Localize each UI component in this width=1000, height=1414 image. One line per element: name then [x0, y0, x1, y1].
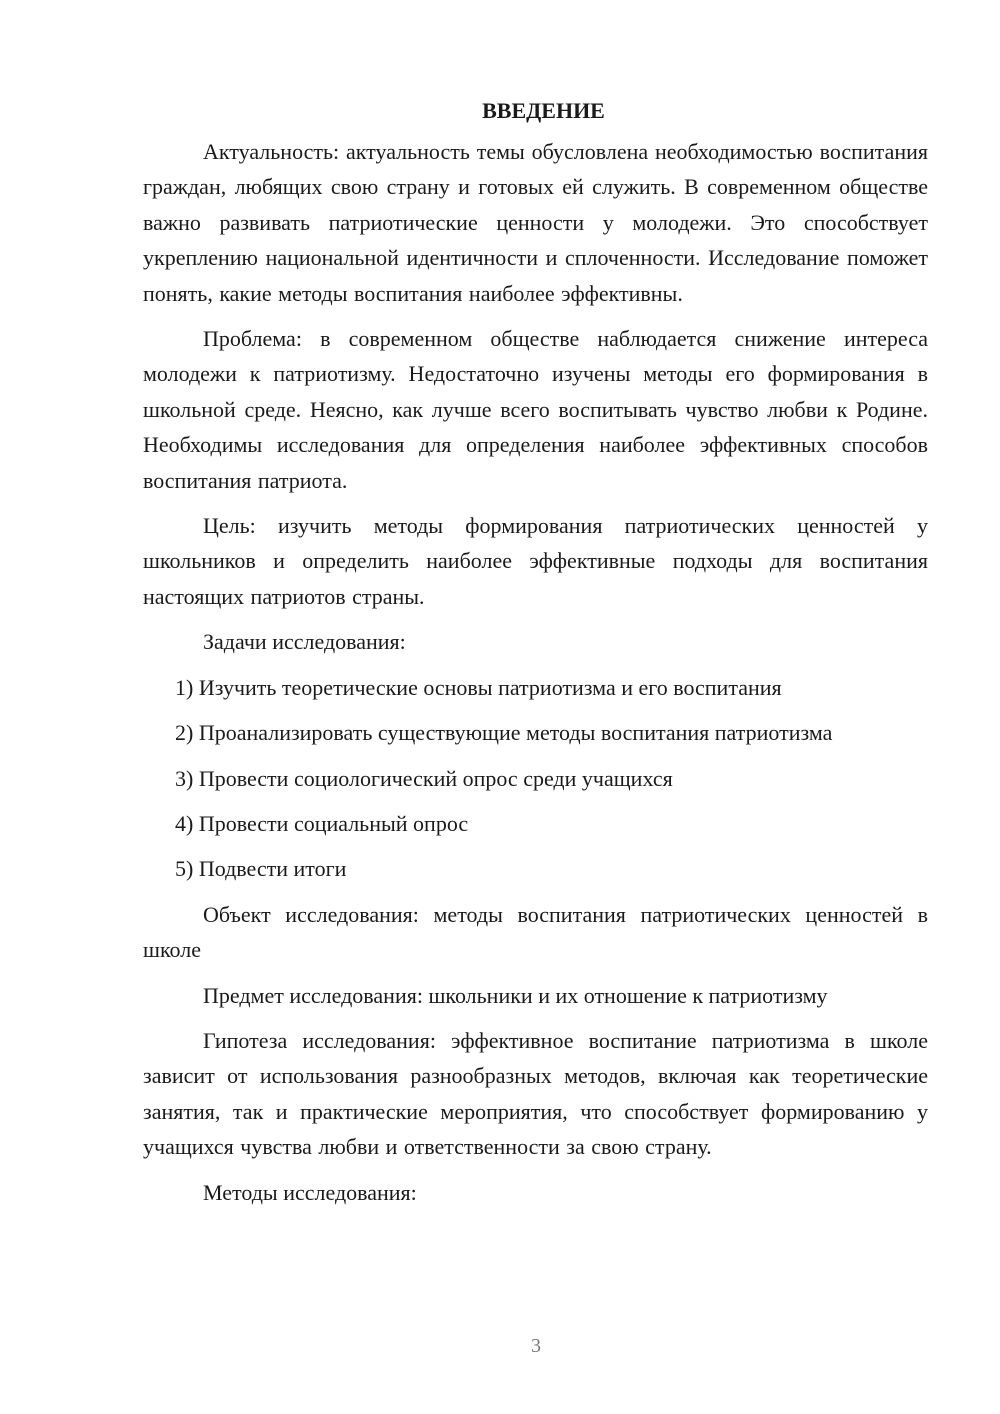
task-item-5: 5) Подвести итоги — [175, 856, 347, 882]
hypothesis-paragraph: Гипотеза исследования: эффективное воспитание патриотизма в школе зависит от использования разнообразных методов, включая как теоретические занятия, так и практические мероприятия, что способствует формированию у учащихся чувства любви и ответственности за свою страну. — [143, 1027, 928, 1160]
goal-paragraph: Цель: изучить методы формирования патриотических ценностей у школьников и определить наиболее эффективные подходы для воспитания настоящих патриотов страны. — [143, 513, 928, 609]
tasks-heading: Задачи исследования: — [203, 629, 406, 655]
task-item-2: 2) Проанализировать существующие методы воспитания патриотизма — [175, 720, 833, 746]
task-item-1: 1) Изучить теоретические основы патриотизма и его воспитания — [175, 674, 782, 700]
task-item-4: 4) Провести социальный опрос — [175, 810, 469, 836]
page-content — [143, 93, 928, 1220]
tasks-list — [143, 670, 928, 887]
subject-paragraph: Предмет исследования: школьники и их отношение к патриотизму — [203, 982, 828, 1008]
methods-heading: Методы исследования: — [203, 1179, 417, 1205]
relevance-paragraph: Актуальность: актуальность темы обусловлена необходимостью воспитания граждан, любящих свою страну и готовых ей служить. В современном обществе важно развивать патриотические ценности у молодежи. Это способствует укреплению национальной идентичности и сплоченности. Исследование поможет понять, какие методы воспитания наиболее эффективны. — [143, 139, 928, 306]
page-number: 3 — [531, 1335, 541, 1357]
task-item-3: 3) Провести социологический опрос среди учащихся — [175, 765, 673, 791]
problem-paragraph: Проблема: в современном обществе наблюдается снижение интереса молодежи к патриотизму. Недостаточно изучены методы его формирования в школьной среде. Неясно, как лучше всего воспитывать чувство любви к Родине. Необходимы исследования для определения наиболее эффективных способов воспитания патриота. — [143, 326, 928, 493]
object-paragraph: Объект исследования: методы воспитания патриотических ценностей в школе — [143, 901, 928, 963]
section-title: ВВЕДЕНИЕ — [482, 98, 605, 123]
